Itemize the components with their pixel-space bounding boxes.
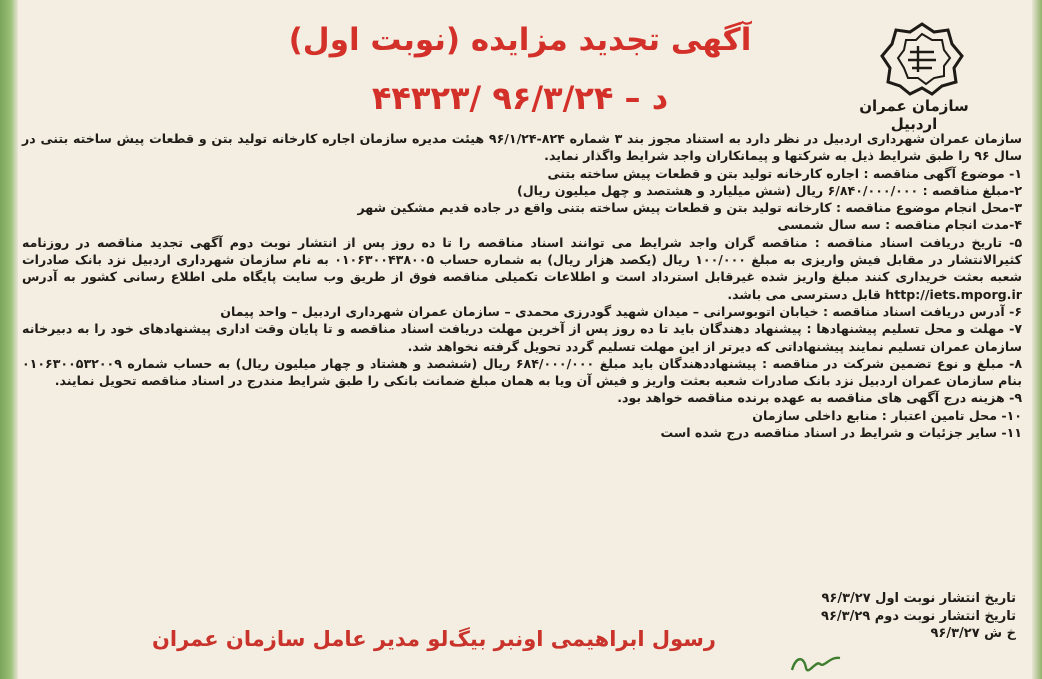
clause-1: ۱- موضوع آگهی مناقصه : اجاره کارخانه تولید بتن و قطعات پیش ساخته بتنی [547, 165, 1022, 181]
notice-title: آگهی تجدید مزایده (نوبت اول) [288, 22, 752, 58]
first-publication-date: تاریخ انتشار نوبت اول ۹۶/۳/۲۷ [821, 591, 1016, 606]
handwritten-mark-icon [786, 650, 846, 678]
clause-2: ۲-مبلغ مناقصه : ۶/۸۴۰/۰۰۰/۰۰۰ ریال (شش میلیارد و هشتصد و چهل میلیون ریال) [516, 182, 1022, 198]
clause-5: ۵- تاریخ دریافت اسناد مناقصه : مناقصه گران واجد شرایط می توانند اسناد مناقصه را تا ده روز پس از انتشار نوبت دوم آگهی تجدید مناقصه در روزنامه کثیرالانتشار در مقابل فیش واریزی به مبلغ ۱۰۰/۰۰۰ ریال (یکصد هزار ریال) به شماره حساب ۰۱۰۶۳۰۰۴۳۸۰۰۵ به نام سازمان شهرداری اردبیل نزد بانک صادرات شعبه بعثت خریداری کنند مبلغ واریز شده غیرقابل استرداد است و اطلاعات تکمیلی مناقصه فوق از طریق وب سایت پایگاه ملی اطلاع رسانی کشور به آدرس http://iets.mporg.ir قابل دسترسی می باشد. [22, 234, 1022, 302]
organization-name: سازمان عمران اردبیل [859, 97, 969, 133]
publication-dates [716, 590, 1016, 643]
clause-9: ۹- هزینه درج آگهی های مناقصه به عهده برنده مناقصه خواهد بود. [617, 390, 1022, 406]
second-publication-date: تاریخ انتشار نوبت دوم ۹۶/۳/۲۹ [821, 608, 1016, 624]
signature-line: رسول ابراهیمی اونبر بیگ‌لو مدیر عامل سازمان عمران [152, 627, 716, 651]
left-page-edge [0, 0, 18, 679]
clause-6: ۶- آدرس دریافت اسناد مناقصه : خیابان اتوبوسرانی – میدان شهید گودرزی محمدی – سازمان عمران شهرداری اردبیل – واحد پیمان [220, 303, 1022, 319]
clause-10: ۱۰- محل تامین اعتبار : منابع داخلی سازمان [752, 407, 1022, 423]
right-page-edge [1032, 0, 1042, 679]
clause-11: ۱۱- سایر جزئیات و شرایط در اسناد مناقصه درج شده است [660, 425, 1022, 441]
notice-number: ۴۴۳۲۳/ د – ۹۶/۳/۲۴ [371, 79, 669, 117]
clause-7: ۷- مهلت و محل تسلیم پیشنهادها : پیشنهاد دهندگان باید تا ده روز پس از آخرین مهلت دریافت اسناد مناقصه و تا پایان وقت اداری پیشنهادهای خود را به دبیرخانه سازمان عمران تسلیم نمایند پیشنهاداتی که دیرتر از این مهلت تسلیم گردد تحویل گرفته نخواهد شد. [22, 321, 1022, 354]
notice-body [22, 130, 1022, 441]
publication-code: خ ش ۹۶/۳/۲۷ [930, 626, 1016, 641]
organization-logo-icon [880, 22, 964, 96]
clause-8: ۸- مبلغ و نوع تضمین شرکت در مناقصه : پیشنهاددهندگان باید مبلغ ۶۸۴/۰۰۰/۰۰۰ ریال (ششصد و هشتاد و چهار میلیون ریال) به حساب شماره ۰۱۰۶۳۰۰۵۳۲۰۰۹ بنام سازمان عمران اردبیل نزد بانک صادرات شعبه بعثت واریز و فیش آن ویا به همان مبلغ ضمانت بانکی را طبق شرایط مندرج در اسناد مناقصه تحویل نمایند. [22, 355, 1022, 389]
intro-paragraph: سازمان عمران شهرداری اردبیل در نظر دارد به استناد مجوز بند ۳ شماره ۸۲۴-۹۶/۱/۲۴ هیئت مدیره سازمان اجاره کارخانه تولید بتن و قطعات پیش ساخته بتنی در سال ۹۶ را طبق شرایط ذیل به شرکتها و پیمانکاران واجد شرایط واگذار نماید. [22, 131, 1022, 164]
clause-4: ۴-مدت انجام مناقصه : سه سال شمسی [777, 217, 1022, 233]
clause-3: ۳-محل انجام موضوع مناقصه : کارخانه تولید بتن و قطعات پیش ساخته بتنی واقع در جاده قدیم مشکین شهر [357, 200, 1022, 216]
